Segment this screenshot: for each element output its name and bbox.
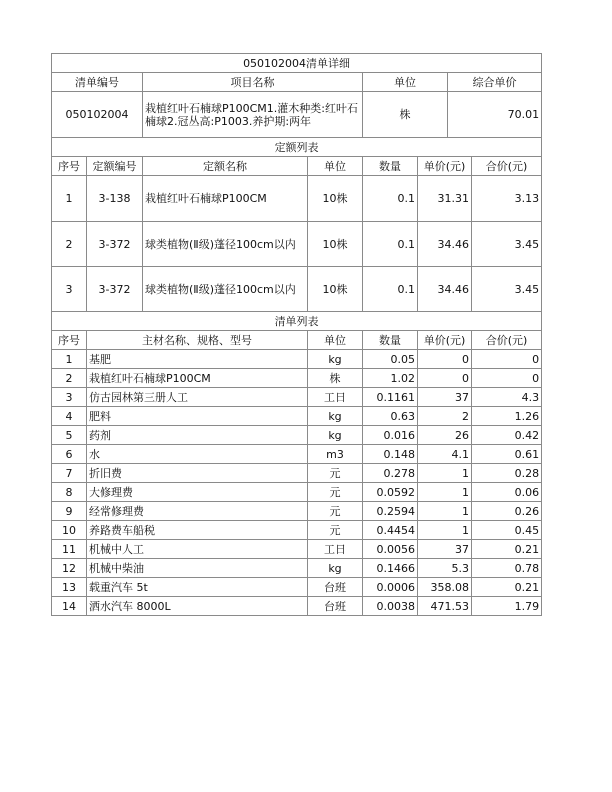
material-unit: 工日 <box>308 388 363 407</box>
material-seq: 4 <box>52 407 87 426</box>
table-body <box>52 54 542 350</box>
material-row <box>52 369 542 388</box>
quota-name: 栽植红叶石楠球P100CM <box>143 176 308 222</box>
material-name: 洒水汽车 8000L <box>87 597 308 616</box>
material-name: 仿古园林第三册人工 <box>87 388 308 407</box>
quota-qty: 0.1 <box>363 267 418 312</box>
material-seq-header: 序号 <box>52 331 87 350</box>
material-row <box>52 540 542 559</box>
material-section-title: 清单列表 <box>52 312 542 331</box>
material-qty: 0.05 <box>363 350 418 369</box>
material-unit: 台班 <box>308 597 363 616</box>
material-name: 机械中人工 <box>87 540 308 559</box>
material-seq: 2 <box>52 369 87 388</box>
material-unit: m3 <box>308 445 363 464</box>
material-unit: 元 <box>308 483 363 502</box>
material-total-header: 合价(元) <box>472 331 542 350</box>
material-row <box>52 521 542 540</box>
material-total: 0.21 <box>472 578 542 597</box>
material-header-row <box>52 331 542 350</box>
material-unit: 株 <box>308 369 363 388</box>
material-rows <box>52 350 542 616</box>
quota-code: 3-138 <box>87 176 143 222</box>
bill-unit-header: 单位 <box>363 73 448 92</box>
material-unit-price: 4.1 <box>418 445 472 464</box>
bill-detail-table <box>51 53 542 616</box>
material-total: 0.21 <box>472 540 542 559</box>
material-row <box>52 502 542 521</box>
material-seq: 3 <box>52 388 87 407</box>
quota-name: 球类植物(Ⅱ级)蓬径100cm以内 <box>143 222 308 267</box>
material-qty: 0.278 <box>363 464 418 483</box>
material-unit-price-header: 单价(元) <box>418 331 472 350</box>
material-total: 0.78 <box>472 559 542 578</box>
material-qty: 0.1161 <box>363 388 418 407</box>
material-unit: kg <box>308 559 363 578</box>
material-seq: 5 <box>52 426 87 445</box>
material-seq: 14 <box>52 597 87 616</box>
material-unit: 元 <box>308 464 363 483</box>
material-name: 载重汽车 5t <box>87 578 308 597</box>
quota-seq-header: 序号 <box>52 157 87 176</box>
material-qty: 0.0006 <box>363 578 418 597</box>
material-row <box>52 464 542 483</box>
bill-unit: 株 <box>363 92 448 138</box>
material-unit-price: 1 <box>418 464 472 483</box>
quota-unit-header: 单位 <box>308 157 363 176</box>
material-total: 0.42 <box>472 426 542 445</box>
material-unit-price: 358.08 <box>418 578 472 597</box>
material-row <box>52 597 542 616</box>
material-row <box>52 350 542 369</box>
material-unit: 工日 <box>308 540 363 559</box>
material-seq: 7 <box>52 464 87 483</box>
bill-price-header: 综合单价 <box>448 73 542 92</box>
quota-seq: 1 <box>52 176 87 222</box>
material-qty: 0.1466 <box>363 559 418 578</box>
material-unit-price: 26 <box>418 426 472 445</box>
material-total: 0.06 <box>472 483 542 502</box>
quota-name-header: 定额名称 <box>143 157 308 176</box>
material-name-header: 主材名称、规格、型号 <box>87 331 308 350</box>
quota-unit-price-header: 单价(元) <box>418 157 472 176</box>
sheet-title: 050102004清单详细 <box>52 54 542 73</box>
bill-name-header: 项目名称 <box>143 73 363 92</box>
material-name: 大修理费 <box>87 483 308 502</box>
material-total: 0.28 <box>472 464 542 483</box>
quota-row <box>52 176 542 222</box>
material-seq: 1 <box>52 350 87 369</box>
material-name: 基肥 <box>87 350 308 369</box>
material-unit-price: 1 <box>418 502 472 521</box>
material-unit: kg <box>308 426 363 445</box>
quota-row <box>52 267 542 312</box>
material-name: 药剂 <box>87 426 308 445</box>
material-total: 4.3 <box>472 388 542 407</box>
quota-header-row <box>52 157 542 176</box>
quota-total: 3.45 <box>472 222 542 267</box>
quota-name: 球类植物(Ⅱ级)蓬径100cm以内 <box>143 267 308 312</box>
quota-qty: 0.1 <box>363 176 418 222</box>
quota-code: 3-372 <box>87 267 143 312</box>
material-row <box>52 426 542 445</box>
quota-unit-price: 34.46 <box>418 267 472 312</box>
material-unit-price: 37 <box>418 540 472 559</box>
material-unit: 台班 <box>308 578 363 597</box>
material-total: 0.26 <box>472 502 542 521</box>
material-unit-price: 2 <box>418 407 472 426</box>
material-seq: 13 <box>52 578 87 597</box>
bill-code-header: 清单编号 <box>52 73 143 92</box>
bill-header-row <box>52 73 542 92</box>
material-seq: 10 <box>52 521 87 540</box>
material-name: 机械中柴油 <box>87 559 308 578</box>
quota-section-row <box>52 138 542 157</box>
quota-total-header: 合价(元) <box>472 157 542 176</box>
quota-unit: 10株 <box>308 267 363 312</box>
quota-section-title: 定额列表 <box>52 138 542 157</box>
material-total: 0.45 <box>472 521 542 540</box>
material-seq: 12 <box>52 559 87 578</box>
quota-unit-price: 34.46 <box>418 222 472 267</box>
material-total: 0.61 <box>472 445 542 464</box>
material-qty-header: 数量 <box>363 331 418 350</box>
material-row <box>52 388 542 407</box>
material-qty: 0.0592 <box>363 483 418 502</box>
material-section-row <box>52 312 542 331</box>
material-unit: kg <box>308 407 363 426</box>
material-qty: 0.4454 <box>363 521 418 540</box>
material-unit-price: 37 <box>418 388 472 407</box>
title-row <box>52 54 542 73</box>
quota-qty: 0.1 <box>363 222 418 267</box>
material-seq: 11 <box>52 540 87 559</box>
material-total: 1.26 <box>472 407 542 426</box>
material-qty: 0.016 <box>363 426 418 445</box>
quota-unit: 10株 <box>308 176 363 222</box>
material-row <box>52 445 542 464</box>
bill-name: 栽植红叶石楠球P100CM1.灌木种类:红叶石楠球2.冠丛高:P1003.养护期:两年 <box>143 92 363 138</box>
material-seq: 8 <box>52 483 87 502</box>
material-unit-price: 5.3 <box>418 559 472 578</box>
bill-row <box>52 92 542 138</box>
material-unit: kg <box>308 350 363 369</box>
material-unit-price: 1 <box>418 483 472 502</box>
material-total: 0 <box>472 369 542 388</box>
material-unit: 元 <box>308 521 363 540</box>
material-row <box>52 483 542 502</box>
quota-code-header: 定额编号 <box>87 157 143 176</box>
material-qty: 0.2594 <box>363 502 418 521</box>
material-unit: 元 <box>308 502 363 521</box>
quota-seq: 2 <box>52 222 87 267</box>
material-name: 水 <box>87 445 308 464</box>
bill-code: 050102004 <box>52 92 143 138</box>
quota-unit-price: 31.31 <box>418 176 472 222</box>
material-seq: 9 <box>52 502 87 521</box>
material-unit-price: 1 <box>418 521 472 540</box>
material-total: 0 <box>472 350 542 369</box>
quota-qty-header: 数量 <box>363 157 418 176</box>
quota-total: 3.13 <box>472 176 542 222</box>
quota-seq: 3 <box>52 267 87 312</box>
material-row <box>52 578 542 597</box>
quota-unit: 10株 <box>308 222 363 267</box>
material-seq: 6 <box>52 445 87 464</box>
material-name: 折旧费 <box>87 464 308 483</box>
material-qty: 0.63 <box>363 407 418 426</box>
material-unit-price: 0 <box>418 350 472 369</box>
material-qty: 0.0038 <box>363 597 418 616</box>
material-total: 1.79 <box>472 597 542 616</box>
material-row <box>52 559 542 578</box>
quota-row <box>52 222 542 267</box>
material-qty: 1.02 <box>363 369 418 388</box>
bill-price: 70.01 <box>448 92 542 138</box>
material-name: 肥料 <box>87 407 308 426</box>
material-row <box>52 407 542 426</box>
material-name: 养路费车船税 <box>87 521 308 540</box>
material-name: 栽植红叶石楠球P100CM <box>87 369 308 388</box>
material-qty: 0.148 <box>363 445 418 464</box>
quota-code: 3-372 <box>87 222 143 267</box>
material-qty: 0.0056 <box>363 540 418 559</box>
quota-total: 3.45 <box>472 267 542 312</box>
material-unit-price: 471.53 <box>418 597 472 616</box>
material-unit-header: 单位 <box>308 331 363 350</box>
material-unit-price: 0 <box>418 369 472 388</box>
material-name: 经常修理费 <box>87 502 308 521</box>
